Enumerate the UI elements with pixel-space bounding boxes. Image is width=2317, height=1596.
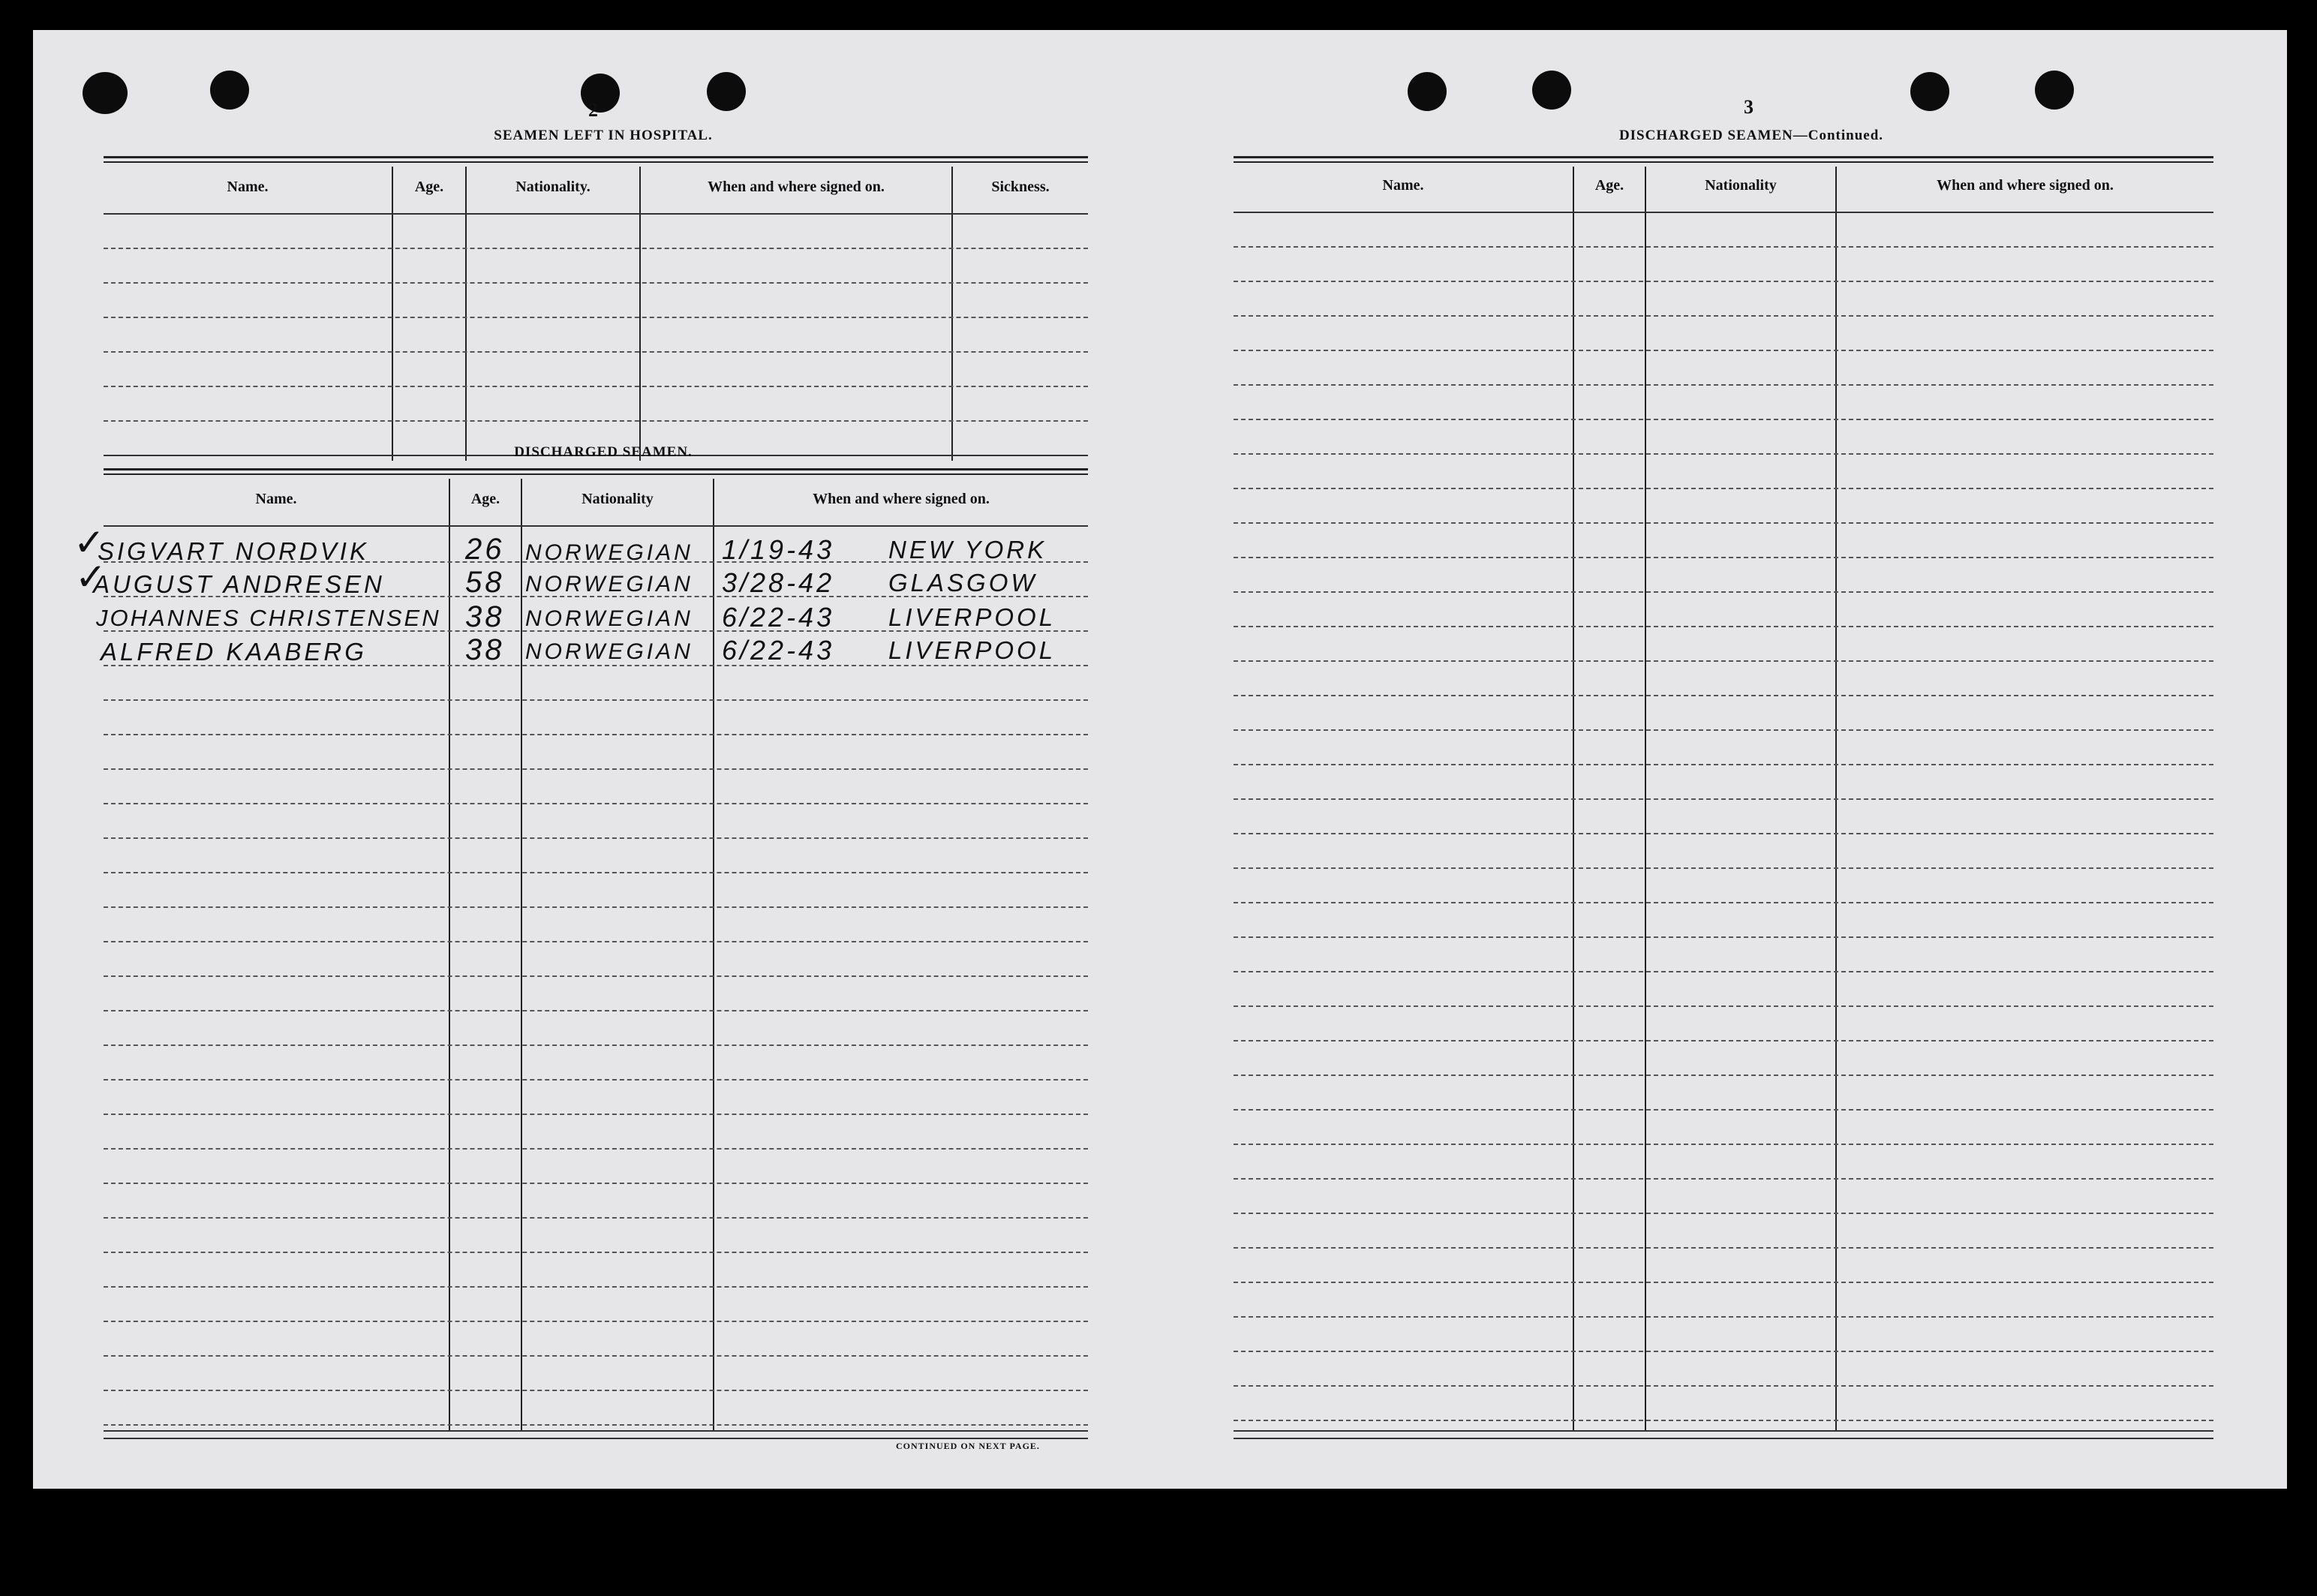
hospital-col-signed-on: When and where signed on. [708, 179, 885, 195]
ruled-line [104, 837, 1088, 839]
ruled-line [1234, 1109, 2213, 1111]
ruled-line [1234, 350, 2213, 351]
hospital-col-sickness: Sickness. [991, 179, 1050, 195]
ruled-line [104, 1252, 1088, 1253]
right-section-title: DISCHARGED SEAMEN—Continued. [1618, 128, 1884, 143]
seaman-name: ALFRED KAABERG [101, 638, 367, 666]
signed-on-date: 6/22-43 [722, 602, 835, 633]
ruled-line [1234, 384, 2213, 386]
table-bottom-rule [104, 1438, 1088, 1439]
hospital-col-nationality: Nationality. [515, 179, 591, 195]
header-underline [1234, 212, 2213, 213]
ruled-line [104, 282, 1088, 284]
discharged-col-signed-on: When and where signed on. [813, 491, 990, 507]
header-underline [104, 213, 1088, 215]
discharged-col-nationality: Nationality [582, 491, 654, 507]
ruled-line [1234, 1282, 2213, 1283]
signed-on-date: 6/22-43 [722, 635, 835, 666]
ruled-line [104, 1355, 1088, 1357]
ruled-line [1234, 729, 2213, 731]
ruled-line [1234, 660, 2213, 662]
ruled-line [104, 1044, 1088, 1046]
ruled-line [1234, 936, 2213, 938]
ruled-line [1234, 419, 2213, 420]
page-number: 3 [1744, 96, 1754, 118]
signed-on-date: 3/28-42 [722, 567, 835, 598]
ruled-line [1234, 1075, 2213, 1076]
ruled-line [104, 699, 1088, 701]
ruled-line [1234, 798, 2213, 800]
ruled-line [104, 386, 1088, 387]
signed-on-date: 1/19-43 [722, 534, 835, 565]
signed-on-place: LIVERPOOL [888, 636, 1056, 664]
seaman-age: 38 [465, 633, 505, 666]
ruled-line [1234, 315, 2213, 317]
ruled-line [1234, 281, 2213, 282]
discharged-section-title: DISCHARGED SEAMEN. [514, 444, 693, 460]
section-rule [1234, 156, 2213, 163]
seaman-name: JOHANNES CHRISTENSEN [96, 605, 441, 631]
column-divider [951, 167, 953, 461]
ruled-line [104, 906, 1088, 908]
ruled-line [104, 1114, 1088, 1115]
seaman-age: 58 [465, 566, 505, 599]
left-page [33, 30, 1158, 1489]
seaman-age: 26 [465, 533, 505, 566]
document-scan [33, 30, 2287, 1489]
seaman-nationality: NORWEGIAN [525, 572, 693, 597]
discharged-col-name: Name. [255, 491, 297, 507]
ruled-line [104, 1321, 1088, 1322]
seaman-age: 38 [465, 600, 505, 633]
ruled-line [1234, 867, 2213, 869]
ruled-line [104, 1079, 1088, 1081]
ruled-line [1234, 1144, 2213, 1145]
column-divider [465, 167, 467, 461]
seaman-nationality: NORWEGIAN [525, 540, 693, 565]
ruled-line [1234, 626, 2213, 627]
right-col-name: Name. [1382, 177, 1424, 194]
ruled-line [1234, 971, 2213, 972]
ruled-line [1234, 1005, 2213, 1007]
section-rule [104, 156, 1088, 163]
table-bottom-rule [1234, 1430, 2213, 1432]
ruled-line [1234, 246, 2213, 248]
ruled-line [1234, 1247, 2213, 1249]
hospital-section-title: SEAMEN LEFT IN HOSPITAL. [494, 128, 713, 143]
ruled-line [104, 1390, 1088, 1391]
ruled-line [1234, 1178, 2213, 1180]
ruled-line [1234, 1385, 2213, 1387]
ruled-line [1234, 833, 2213, 834]
check-mark: ✓ [75, 555, 107, 599]
hospital-col-name: Name. [227, 179, 269, 195]
table-bottom-rule [104, 1430, 1088, 1432]
ruled-line [104, 1010, 1088, 1011]
ruled-line [104, 872, 1088, 873]
ruled-line [1234, 522, 2213, 524]
ruled-line [104, 941, 1088, 942]
ruled-line [1234, 557, 2213, 558]
ruled-line [1234, 453, 2213, 455]
ruled-line [104, 975, 1088, 977]
right-col-signed-on: When and where signed on. [1937, 177, 2114, 194]
seaman-name: AUGUST ANDRESEN [93, 570, 385, 598]
ruled-line [1234, 488, 2213, 489]
ruled-line [1234, 591, 2213, 593]
ruled-line [104, 317, 1088, 318]
ruled-line [104, 1183, 1088, 1184]
section-rule [104, 468, 1088, 475]
ruled-line [104, 420, 1088, 422]
column-divider [639, 167, 641, 461]
page-number: 2 [588, 99, 598, 121]
signed-on-place: LIVERPOOL [888, 603, 1056, 631]
ruled-line [1234, 1213, 2213, 1214]
ruled-line [104, 1148, 1088, 1150]
ruled-line [1234, 1316, 2213, 1318]
ruled-line [104, 1286, 1088, 1288]
seaman-name: SIGVART NORDVIK [98, 537, 369, 565]
table-bottom-rule [1234, 1438, 2213, 1439]
discharged-col-age: Age. [470, 491, 500, 507]
right-col-nationality: Nationality [1705, 177, 1777, 194]
ruled-line [104, 734, 1088, 735]
ruled-line [1234, 902, 2213, 903]
ruled-line [104, 1424, 1088, 1426]
continued-note: CONTINUED ON NEXT PAGE. [896, 1441, 1040, 1451]
ruled-line [1234, 1040, 2213, 1041]
right-col-age: Age. [1594, 177, 1624, 194]
signed-on-place: GLASGOW [888, 569, 1038, 597]
check-mark: ✓ [74, 521, 105, 564]
ruled-line [1234, 764, 2213, 765]
hospital-col-age: Age. [414, 179, 444, 195]
ruled-line [1234, 695, 2213, 696]
seaman-nationality: NORWEGIAN [525, 606, 693, 631]
ruled-line [104, 1217, 1088, 1219]
seaman-nationality: NORWEGIAN [525, 639, 693, 664]
ruled-line [104, 803, 1088, 804]
right-page [1204, 30, 2287, 1489]
column-divider [392, 167, 393, 461]
signed-on-place: NEW YORK [888, 536, 1047, 564]
ruled-line [104, 768, 1088, 770]
ruled-line [1234, 1351, 2213, 1352]
header-underline [104, 525, 1088, 527]
ruled-line [104, 248, 1088, 249]
ruled-line [1234, 1420, 2213, 1421]
ruled-line [104, 351, 1088, 353]
